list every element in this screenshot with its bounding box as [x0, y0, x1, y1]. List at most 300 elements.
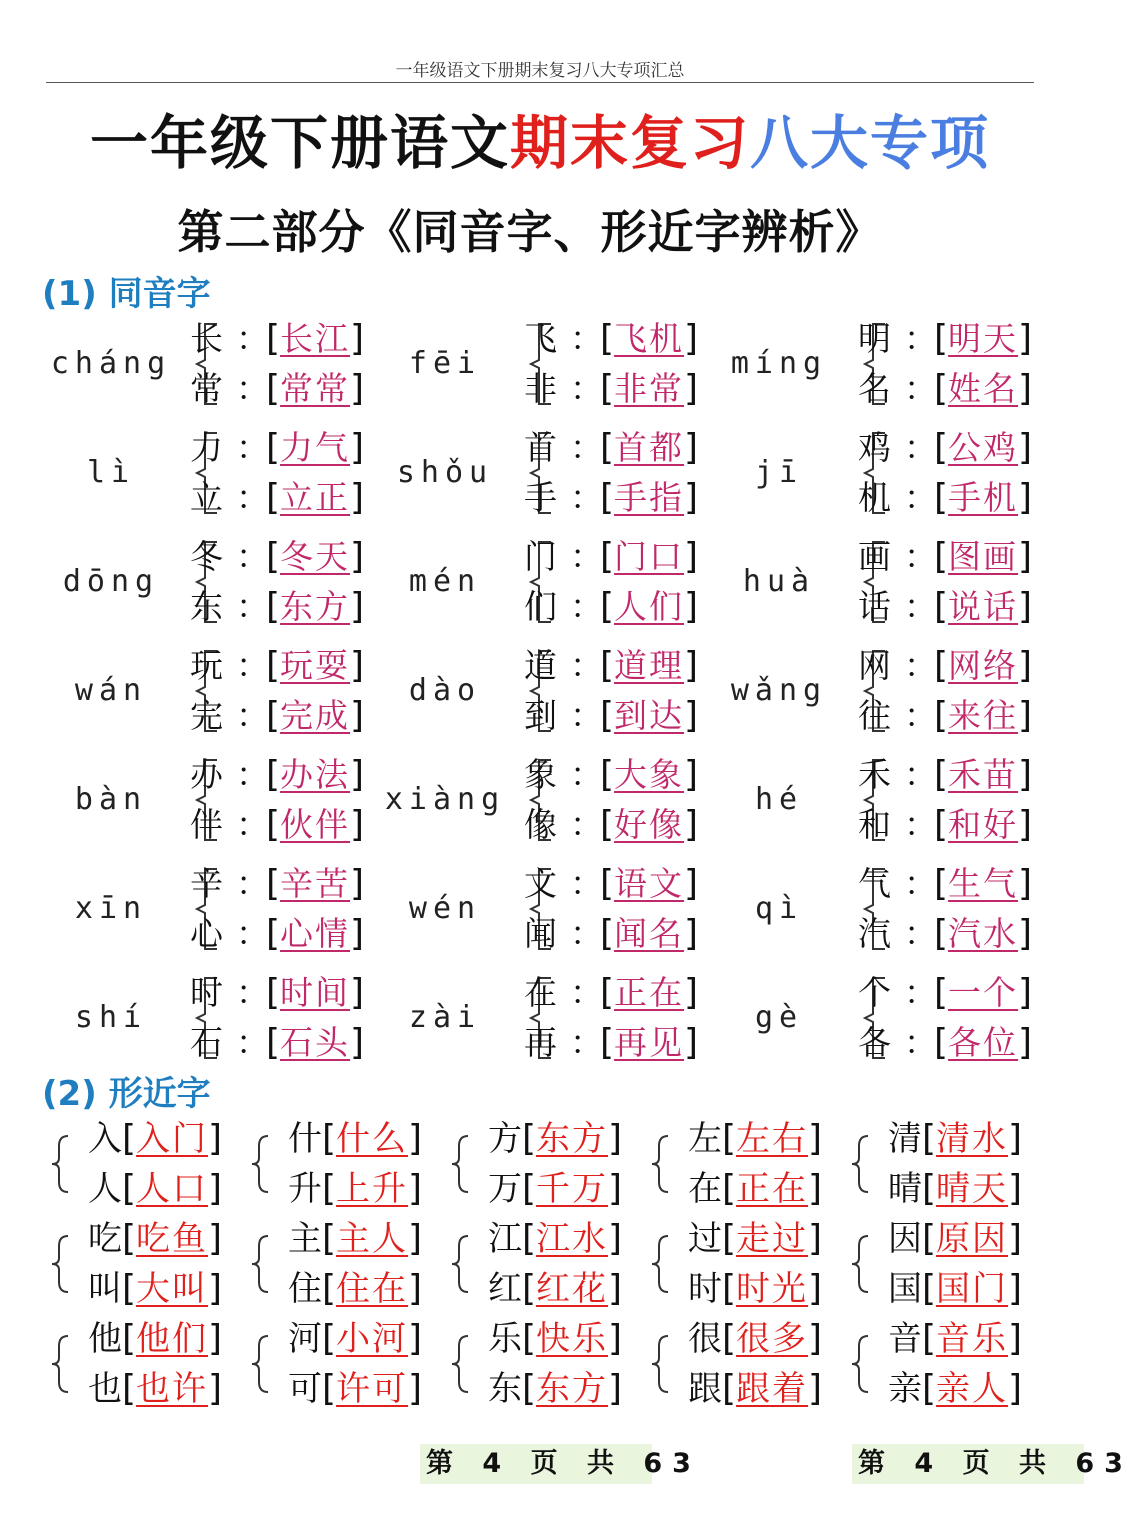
- similar-char-row: [888, 1264, 1022, 1314]
- answer-word: 人们: [614, 587, 685, 626]
- similar-char-group: [248, 1314, 448, 1414]
- answer-word: 办法: [280, 755, 351, 794]
- bracket-close: ]: [350, 586, 365, 627]
- character: 再: [524, 1023, 557, 1062]
- character: 名: [858, 369, 891, 408]
- pinyin-label: huà: [742, 564, 816, 599]
- character: 冬: [190, 537, 223, 576]
- answer-word: 再见: [614, 1023, 685, 1062]
- homophone-row: [858, 968, 1032, 1018]
- colon: ：: [904, 805, 937, 844]
- bracket-close: ]: [350, 645, 365, 686]
- character: 心: [190, 914, 223, 953]
- bracket-open: [: [922, 1368, 937, 1409]
- bracket-open: [: [266, 695, 281, 736]
- bracket-open: [: [722, 1118, 737, 1159]
- bracket-open: [: [322, 1318, 337, 1359]
- bracket-open: [: [266, 477, 281, 518]
- similar-char-group: [848, 1314, 1048, 1414]
- colon: ：: [904, 755, 937, 794]
- similar-char-row: [288, 1214, 422, 1264]
- character: 到: [524, 696, 557, 735]
- bracket-open: [: [600, 368, 615, 409]
- bracket-close: ]: [350, 972, 365, 1013]
- bracket-open: [: [322, 1268, 337, 1309]
- bracket-open: [: [934, 804, 949, 845]
- character: 往: [858, 696, 891, 735]
- homophone-row: [190, 968, 364, 1018]
- similar-char-row: [488, 1264, 622, 1314]
- colon: ：: [570, 646, 603, 685]
- brace-icon: [448, 1234, 472, 1294]
- bracket-open: [: [934, 913, 949, 954]
- bracket-close: ]: [350, 427, 365, 468]
- similar-char-group: [48, 1214, 248, 1314]
- similar-char-group: [648, 1214, 848, 1314]
- answer-word: 清水: [936, 1119, 1009, 1159]
- homophone-row: [190, 532, 364, 582]
- bracket-close: ]: [1018, 536, 1033, 577]
- answer-word: 力气: [280, 428, 351, 467]
- homophone-row: [524, 364, 698, 414]
- bracket-open: [: [600, 1022, 615, 1063]
- character: 时: [190, 973, 223, 1012]
- bracket-open: [: [934, 536, 949, 577]
- bracket-close: ]: [1018, 318, 1033, 359]
- homophone-row: [858, 314, 1032, 364]
- character: 很: [688, 1319, 722, 1359]
- character: 可: [288, 1369, 322, 1409]
- character: 河: [288, 1319, 322, 1359]
- homophone-row: [524, 314, 698, 364]
- bracket-close: ]: [608, 1368, 623, 1409]
- similar-char-row: [488, 1114, 622, 1164]
- colon: ：: [904, 319, 937, 358]
- homophone-row: [858, 473, 1032, 523]
- character: 清: [888, 1119, 922, 1159]
- colon: ：: [236, 319, 269, 358]
- pinyin-label: zài: [408, 1000, 482, 1035]
- bracket-close: ]: [808, 1218, 823, 1259]
- bracket-close: ]: [408, 1118, 423, 1159]
- homophone-row: [524, 582, 698, 632]
- page-header: 一年级语文下册期末复习八大专项汇总: [395, 61, 685, 81]
- similar-char-row: [288, 1114, 422, 1164]
- colon: ：: [904, 1023, 937, 1062]
- bracket-open: [: [600, 427, 615, 468]
- bracket-close: ]: [350, 754, 365, 795]
- character: 叫: [88, 1269, 122, 1309]
- pinyin-label: bàn: [74, 782, 148, 817]
- bracket-close: ]: [808, 1118, 823, 1159]
- answer-word: 网络: [948, 646, 1019, 685]
- character: 明: [858, 319, 891, 358]
- similar-char-row: [888, 1114, 1022, 1164]
- bracket-open: [: [934, 1022, 949, 1063]
- character: 他: [88, 1319, 122, 1359]
- answer-word: 时光: [736, 1269, 809, 1309]
- bracket-close: ]: [684, 754, 699, 795]
- brace-icon: [48, 1134, 72, 1194]
- bracket-close: ]: [684, 427, 699, 468]
- bracket-close: ]: [1008, 1368, 1023, 1409]
- similar-char-row: [288, 1314, 422, 1364]
- bracket-open: [: [934, 477, 949, 518]
- homophone-row: [524, 423, 698, 473]
- character: 玩: [190, 646, 223, 685]
- character: 红: [488, 1269, 522, 1309]
- bracket-close: ]: [1008, 1218, 1023, 1259]
- answer-word: 上升: [336, 1169, 409, 1209]
- answer-word: 原因: [936, 1219, 1009, 1259]
- bracket-close: ]: [684, 972, 699, 1013]
- bracket-close: ]: [350, 536, 365, 577]
- homophone-row: [524, 473, 698, 523]
- answer-word: 入门: [136, 1119, 209, 1159]
- bracket-open: [: [722, 1268, 737, 1309]
- brace-icon: [248, 1234, 272, 1294]
- bracket-open: [: [722, 1168, 737, 1209]
- bracket-open: [: [600, 536, 615, 577]
- answer-word: 许可: [336, 1369, 409, 1409]
- bracket-close: ]: [1018, 645, 1033, 686]
- similar-char-group: [248, 1114, 448, 1214]
- answer-word: 伙伴: [280, 805, 351, 844]
- similar-char-row: [88, 1364, 222, 1414]
- bracket-open: [: [934, 645, 949, 686]
- character: 们: [524, 587, 557, 626]
- character: 人: [88, 1169, 122, 1209]
- answer-word: 很多: [736, 1319, 809, 1359]
- similar-char-row: [688, 1114, 822, 1164]
- character: 左: [688, 1119, 722, 1159]
- homophone-row: [524, 800, 698, 850]
- similar-char-group: [248, 1214, 448, 1314]
- homophone-row: [524, 532, 698, 582]
- character: 吃: [88, 1219, 122, 1259]
- bracket-open: [: [934, 754, 949, 795]
- bracket-close: ]: [350, 913, 365, 954]
- pinyin-label: wán: [74, 673, 148, 708]
- answer-word: 玩耍: [280, 646, 351, 685]
- bracket-open: [: [122, 1118, 137, 1159]
- similar-char-row: [688, 1364, 822, 1414]
- character: 什: [288, 1119, 322, 1159]
- similar-char-row: [88, 1164, 222, 1214]
- answer-word: 千万: [536, 1169, 609, 1209]
- colon: ：: [236, 537, 269, 576]
- bracket-close: ]: [408, 1218, 423, 1259]
- bracket-open: [: [322, 1218, 337, 1259]
- bracket-open: [: [922, 1118, 937, 1159]
- brace-icon: [48, 1234, 72, 1294]
- answer-word: 正在: [736, 1169, 809, 1209]
- similar-char-group: [48, 1114, 248, 1214]
- answer-word: 手指: [614, 478, 685, 517]
- colon: ：: [236, 369, 269, 408]
- homophone-row: [190, 423, 364, 473]
- bracket-open: [: [600, 586, 615, 627]
- bracket-open: [: [922, 1268, 937, 1309]
- bracket-close: ]: [684, 863, 699, 904]
- bracket-open: [: [122, 1368, 137, 1409]
- answer-word: 主人: [336, 1219, 409, 1259]
- bracket-close: ]: [608, 1218, 623, 1259]
- homophone-row: [524, 641, 698, 691]
- answer-word: 江水: [536, 1219, 609, 1259]
- colon: ：: [236, 1023, 269, 1062]
- character: 飞: [524, 319, 557, 358]
- bracket-close: ]: [208, 1168, 223, 1209]
- answer-word: 也许: [136, 1369, 209, 1409]
- colon: ：: [904, 914, 937, 953]
- character: 在: [688, 1169, 722, 1209]
- bracket-open: [: [922, 1318, 937, 1359]
- similar-char-row: [88, 1214, 222, 1264]
- bracket-open: [: [934, 318, 949, 359]
- pinyin-label: xiàng: [384, 782, 506, 817]
- colon: ：: [236, 973, 269, 1012]
- page-footer-duplicate: 第 4 页 共 63: [852, 1444, 1084, 1484]
- answer-word: 他们: [136, 1319, 209, 1359]
- bracket-open: [: [322, 1168, 337, 1209]
- answer-word: 红花: [536, 1269, 609, 1309]
- homophone-row: [858, 800, 1032, 850]
- brace-icon: [448, 1334, 472, 1394]
- answer-word: 非常: [614, 369, 685, 408]
- bracket-open: [: [266, 913, 281, 954]
- bracket-close: ]: [350, 368, 365, 409]
- bracket-open: [: [266, 536, 281, 577]
- bracket-open: [: [722, 1218, 737, 1259]
- character: 像: [524, 805, 557, 844]
- bracket-open: [: [522, 1118, 537, 1159]
- answer-word: 快乐: [536, 1319, 609, 1359]
- character: 伴: [190, 805, 223, 844]
- similar-char-group: [848, 1214, 1048, 1314]
- bracket-close: ]: [1018, 754, 1033, 795]
- answer-word: 什么: [336, 1119, 409, 1159]
- brace-icon: [48, 1334, 72, 1394]
- similar-char-group: [848, 1114, 1048, 1214]
- answer-word: 常常: [280, 369, 351, 408]
- colon: ：: [904, 369, 937, 408]
- answer-word: 飞机: [614, 319, 685, 358]
- bracket-open: [: [600, 863, 615, 904]
- bracket-open: [: [722, 1368, 737, 1409]
- bracket-open: [: [934, 586, 949, 627]
- homophone-row: [858, 532, 1032, 582]
- character: 石: [190, 1023, 223, 1062]
- colon: ：: [236, 864, 269, 903]
- title-part-1: 一年级下册语文: [89, 109, 510, 177]
- character: 画: [858, 537, 891, 576]
- pinyin-label: gè: [754, 1000, 804, 1035]
- answer-word: 大象: [614, 755, 685, 794]
- bracket-close: ]: [1018, 804, 1033, 845]
- bracket-open: [: [266, 1022, 281, 1063]
- homophone-row: [858, 1018, 1032, 1068]
- bracket-open: [: [600, 695, 615, 736]
- colon: ：: [236, 696, 269, 735]
- homophone-row: [858, 859, 1032, 909]
- bracket-close: ]: [408, 1368, 423, 1409]
- colon: ：: [904, 864, 937, 903]
- homophone-row: [190, 364, 364, 414]
- character: 闻: [524, 914, 557, 953]
- character: 万: [488, 1169, 522, 1209]
- pinyin-label: cháng: [50, 346, 172, 381]
- colon: ：: [904, 428, 937, 467]
- character: 方: [488, 1119, 522, 1159]
- colon: ：: [904, 587, 937, 626]
- similar-char-row: [688, 1214, 822, 1264]
- character: 各: [858, 1023, 891, 1062]
- similar-char-row: [288, 1164, 422, 1214]
- answer-word: 辛苦: [280, 864, 351, 903]
- colon: ：: [236, 805, 269, 844]
- answer-word: 和好: [948, 805, 1019, 844]
- bracket-close: ]: [1018, 368, 1033, 409]
- section-homophones-heading: (1) 同音字: [42, 274, 211, 314]
- bracket-close: ]: [608, 1118, 623, 1159]
- bracket-open: [: [722, 1318, 737, 1359]
- character: 机: [858, 478, 891, 517]
- bracket-open: [: [322, 1118, 337, 1159]
- page-title: [0, 96, 1080, 180]
- bracket-close: ]: [208, 1118, 223, 1159]
- pinyin-label: qì: [754, 891, 804, 926]
- brace-icon: [848, 1134, 872, 1194]
- bracket-open: [: [522, 1218, 537, 1259]
- colon: ：: [570, 478, 603, 517]
- homophone-row: [524, 750, 698, 800]
- character: 国: [888, 1269, 922, 1309]
- homophone-row: [858, 641, 1032, 691]
- homophone-row: [524, 691, 698, 741]
- character: 跟: [688, 1369, 722, 1409]
- bracket-close: ]: [1018, 586, 1033, 627]
- bracket-open: [: [922, 1218, 937, 1259]
- brace-icon: [848, 1334, 872, 1394]
- colon: ：: [570, 428, 603, 467]
- character: 时: [688, 1269, 722, 1309]
- answer-word: 一个: [948, 973, 1019, 1012]
- bracket-open: [: [266, 863, 281, 904]
- header-divider: [46, 82, 1034, 83]
- bracket-open: [: [600, 645, 615, 686]
- character: 在: [524, 973, 557, 1012]
- character: 立: [190, 478, 223, 517]
- bracket-open: [: [266, 318, 281, 359]
- pinyin-label: mén: [408, 564, 482, 599]
- bracket-close: ]: [684, 645, 699, 686]
- answer-word: 立正: [280, 478, 351, 517]
- answer-word: 跟着: [736, 1369, 809, 1409]
- character: 办: [190, 755, 223, 794]
- bracket-close: ]: [684, 368, 699, 409]
- character: 气: [858, 864, 891, 903]
- answer-word: 人口: [136, 1169, 209, 1209]
- section-similar-heading: (2) 形近字: [42, 1074, 211, 1114]
- answer-word: 禾苗: [948, 755, 1019, 794]
- bracket-close: ]: [1018, 972, 1033, 1013]
- bracket-close: ]: [608, 1168, 623, 1209]
- pinyin-label: hé: [754, 782, 804, 817]
- homophone-row: [190, 641, 364, 691]
- homophone-row: [190, 582, 364, 632]
- homophone-row: [524, 909, 698, 959]
- character: 首: [524, 428, 557, 467]
- character: 个: [858, 973, 891, 1012]
- similar-char-row: [888, 1314, 1022, 1364]
- character: 完: [190, 696, 223, 735]
- answer-word: 时间: [280, 973, 351, 1012]
- character: 禾: [858, 755, 891, 794]
- colon: ：: [570, 1023, 603, 1062]
- homophone-row: [190, 691, 364, 741]
- brace-icon: [648, 1134, 672, 1194]
- bracket-close: ]: [808, 1318, 823, 1359]
- answer-word: 来往: [948, 696, 1019, 735]
- bracket-close: ]: [208, 1218, 223, 1259]
- bracket-close: ]: [1008, 1118, 1023, 1159]
- bracket-close: ]: [1008, 1268, 1023, 1309]
- colon: ：: [236, 587, 269, 626]
- bracket-close: ]: [208, 1368, 223, 1409]
- bracket-close: ]: [608, 1318, 623, 1359]
- answer-word: 东方: [536, 1369, 609, 1409]
- colon: ：: [236, 755, 269, 794]
- homophone-row: [524, 968, 698, 1018]
- homophone-row: [190, 314, 364, 364]
- bracket-open: [: [266, 972, 281, 1013]
- bracket-open: [: [934, 427, 949, 468]
- character: 手: [524, 478, 557, 517]
- similar-char-group: [448, 1114, 648, 1214]
- bracket-close: ]: [208, 1318, 223, 1359]
- bracket-close: ]: [350, 477, 365, 518]
- similar-char-row: [888, 1214, 1022, 1264]
- bracket-close: ]: [1018, 477, 1033, 518]
- homophone-row: [190, 800, 364, 850]
- similar-char-row: [888, 1364, 1022, 1414]
- character: 文: [524, 864, 557, 903]
- brace-icon: [248, 1134, 272, 1194]
- answer-word: 冬天: [280, 537, 351, 576]
- homophone-row: [858, 909, 1032, 959]
- character: 音: [888, 1319, 922, 1359]
- brace-icon: [848, 1234, 872, 1294]
- homophone-row: [858, 582, 1032, 632]
- bracket-close: ]: [350, 1022, 365, 1063]
- bracket-open: [: [934, 863, 949, 904]
- bracket-open: [: [266, 804, 281, 845]
- character: 东: [488, 1369, 522, 1409]
- colon: ：: [570, 973, 603, 1012]
- answer-word: 正在: [614, 973, 685, 1012]
- bracket-open: [: [266, 645, 281, 686]
- colon: ：: [236, 914, 269, 953]
- character: 晴: [888, 1169, 922, 1209]
- answer-word: 图画: [948, 537, 1019, 576]
- similar-char-row: [488, 1164, 622, 1214]
- character: 和: [858, 805, 891, 844]
- homophone-row: [524, 1018, 698, 1068]
- similar-char-group: [648, 1314, 848, 1414]
- homophone-row: [858, 423, 1032, 473]
- bracket-close: ]: [1018, 427, 1033, 468]
